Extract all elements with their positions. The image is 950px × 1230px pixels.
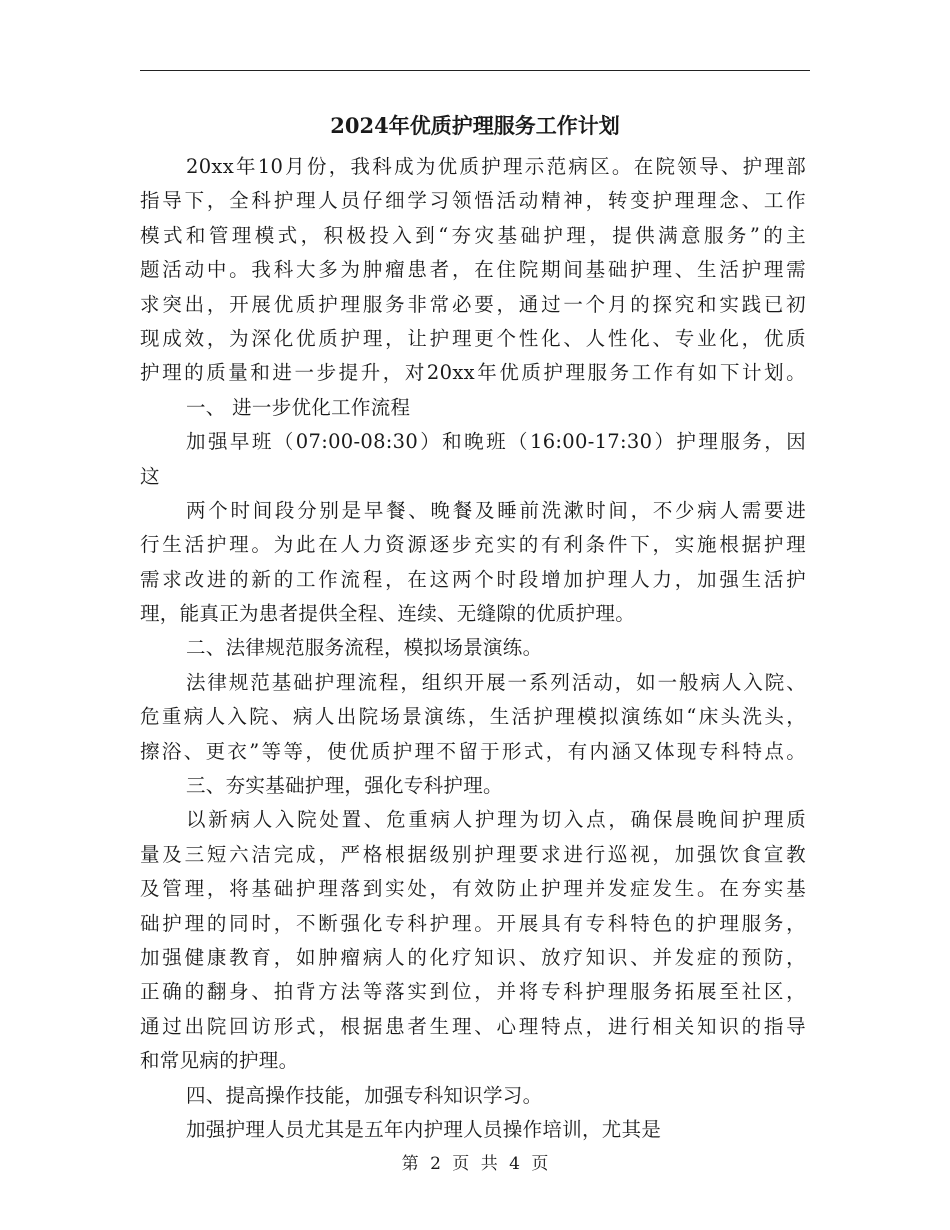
body-line: 擦浴、更衣”等等，使优质护理不留于形式，有内涵又体现专科特点。 bbox=[140, 739, 806, 763]
body-line: 指导下，全科护理人员仔细学习领悟活动精神，转变护理理念、工作 bbox=[140, 189, 806, 213]
body-line: 模式和管理模式，积极投入到“夯灾基础护理，提供满意服务”的主 bbox=[140, 223, 806, 247]
body-line: 求突出，开展优质护理服务非常必要，通过一个月的探究和实践已初 bbox=[140, 292, 806, 316]
body-line: 法律规范基础护理流程，组织开展一系列活动，如一般病人入院、 bbox=[186, 670, 806, 694]
body-line: 础护理的同时，不断强化专科护理。开展具有专科特色的护理服务， bbox=[140, 911, 806, 935]
body-line: 二、法律规范服务流程，模拟场景演练。 bbox=[186, 636, 543, 660]
body-line: 行生活护理。为此在人力资源逐步充实的有利条件下，实施根据护理 bbox=[140, 533, 806, 557]
body-line: 一、 进一步优化工作流程 bbox=[186, 395, 411, 419]
body-line: 现成效，为深化优质护理，让护理更个性化、人性化、专业化，优质 bbox=[140, 326, 806, 350]
body-line: 需求改进的新的工作流程，在这两个时段增加护理人力，加强生活护 bbox=[140, 567, 806, 591]
body-line: 及管理，将基础护理落到实处，有效防止护理并发症发生。在夯实基 bbox=[140, 877, 806, 901]
body-line: 量及三短六洁完成，严格根据级别护理要求进行巡视，加强饮食宣教 bbox=[140, 842, 806, 866]
body-line: 危重病人入院、病人出院场景演练，生活护理模拟演练如“床头洗头， bbox=[140, 705, 806, 729]
body-line: 护理的质量和进一步提升，对20xx年优质护理服务工作有如下计划。 bbox=[140, 361, 806, 385]
body-line: 题活动中。我科大多为肿瘤患者，在住院期间基础护理、生活护理需 bbox=[140, 258, 806, 282]
body-line: 以新病人入院处置、危重病人护理为切入点，确保晨晚间护理质 bbox=[186, 808, 806, 832]
body-line: 这 bbox=[140, 464, 160, 488]
body-line: 通过出院回访形式，根据患者生理、心理特点，进行相关知识的指导 bbox=[140, 1014, 806, 1038]
document-body bbox=[140, 150, 806, 1147]
body-line: 加强早班（07:00-08:30）和晚班（16:00-17:30）护理服务，因 bbox=[186, 430, 806, 454]
body-line: 20xx年10月份，我科成为优质护理示范病区。在院领导、护理部 bbox=[186, 155, 806, 178]
body-line: 三、夯实基础护理，强化专科护理。 bbox=[186, 774, 503, 798]
body-line: 加强护理人员尤其是五年内护理人员操作培训，尤其是 bbox=[186, 1117, 662, 1141]
body-line: 加强健康教育，如肿瘤病人的化疗知识、放疗知识、并发症的预防， bbox=[140, 945, 806, 969]
document-title: 2024年优质护理服务工作计划 bbox=[330, 113, 620, 138]
body-line: 四、提高操作技能，加强专科知识学习。 bbox=[186, 1083, 543, 1107]
body-line: 两个时间段分别是早餐、晚餐及睡前洗漱时间，不少病人需要进 bbox=[186, 498, 806, 522]
body-line: 和常见病的护理。 bbox=[140, 1049, 299, 1073]
page-number: 第 2 页 共 4 页 bbox=[401, 1154, 549, 1174]
body-line: 理，能真正为患者提供全程、连续、无缝隙的优质护理。 bbox=[140, 602, 636, 626]
body-line: 正确的翻身、拍背方法等落实到位，并将专科护理服务拓展至社区， bbox=[140, 980, 806, 1004]
header-rule bbox=[140, 70, 810, 71]
